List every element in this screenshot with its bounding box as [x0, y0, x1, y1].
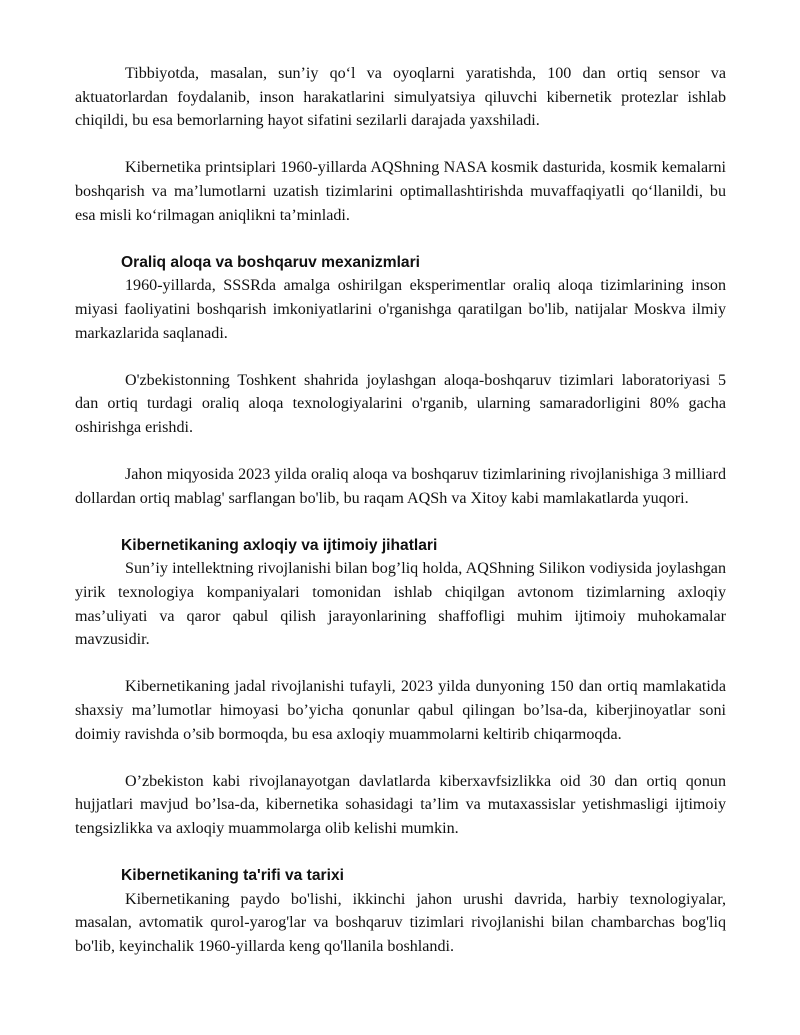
document-page — [75, 62, 726, 959]
spacer — [75, 227, 726, 251]
paragraph-nasa: Kibernetika printsiplari 1960-yillarda AQShning NASA kosmik dasturida, kosmik kemalarni boshqarish va ma’lumotlarni uzatish tizimlarini optimallashtirishda muvaffaqiyatli qo‘llanildi, bu esa misli ko‘rilmagan aniqlikni ta’minladi. — [75, 159, 726, 224]
paragraph-prosthetics: Tibbiyotda, masalan, sun’iy qo‘l va oyoqlarni yaratishda, 100 dan ortiq sensor va aktuatorlardan foydalanib, inson harakatlarini simulyatsiya qiluvchi kibernetik protezlar ishlab chiqildi, bu esa bemorlarning hayot sifatini sezilarli darajada yaxshiladi. — [75, 65, 726, 130]
paragraph-uzbekistan-security: O’zbekiston kabi rivojlanayotgan davlatlarda kiberxavfsizlikka oid 30 dan ortiq qonun hujjatlari mavjud bo’lsa-da, kibernetika sohasidagi ta’lim va mutaxassislar yetishmasligi ijtimoiy tengsizlikka va axloqiy muammolarga olib kelishi mumkin. — [75, 772, 726, 837]
spacer — [75, 746, 726, 770]
section-heading-feedback: Oraliq aloqa va boshqaruv mexanizmlari — [121, 253, 420, 271]
section-heading-ethics: Kibernetikaning axloqiy va ijtimoiy jihatlari — [121, 536, 438, 554]
paragraph-global-investment: Jahon miqyosida 2023 yilda oraliq aloqa va boshqaruv tizimlarining rivojlanishiga 3 milliard dollardan ortiq mablag' sarflangan bo'lib, bu raqam AQSh va Xitoy kabi mamlakatlarda yuqori. — [75, 466, 726, 507]
paragraph-data-protection: Kibernetikaning jadal rivojlanishi tufayli, 2023 yilda dunyoning 150 dan ortiq mamlakatida shaxsiy ma’lumotlar himoyasi bo’yicha qonunlar qabul qilingan bo’lsa-da, kiberjinoyatlar soni doimiy ravishda o’sib bormoqda, bu esa axloqiy muammolarni keltirib chiqarmoqda. — [75, 678, 726, 743]
paragraph-history: Kibernetikaning paydo bo'lishi, ikkinchi jahon urushi davrida, harbiy texnologiyalar, masalan, avtomatik qurol-yarog'lar va boshqaruv tizimlari rivojlanishi bilan chambarchas bog'liq bo'lib, keyinchalik 1960-yillarda keng qo'llanila boshlandi. — [75, 890, 726, 955]
spacer — [75, 841, 726, 865]
section-heading-history: Kibernetikaning ta'rifi va tarixi — [121, 867, 344, 885]
paragraph-ai-ethics: Sun’iy intellektning rivojlanishi bilan bog’liq holda, AQShning Silikon vodiysida joylashgan yirik texnologiya kompaniyalari tomonidan ishlab chiqilgan avtonom tizimlarning axloqiy mas’uliyati va qaror qabul qilish jarayonlarining shaffofligi muhim ijtimoiy muhokamalar mavzusidir. — [75, 560, 726, 649]
paragraph-tashkent-lab: O'zbekistonning Toshkent shahrida joylashgan aloqa-boshqaruv tizimlari laboratoriyasi 5 dan ortiq turdagi oraliq aloqa texnologiyalarini o'rganib, ularning samaradorligini 80% gacha oshirishga erishdi. — [75, 371, 726, 436]
spacer — [75, 440, 726, 464]
spacer — [75, 133, 726, 157]
spacer — [75, 652, 726, 676]
paragraph-ussr: 1960-yillarda, SSSRda amalga oshirilgan eksperimentlar oraliq aloqa tizimlarining inson miyasi faoliyatini boshqarish imkoniyatlarini o'rganishga qaratilgan bo'lib, natijalar Moskva ilmiy markazlarida saqlanadi. — [75, 277, 726, 342]
spacer — [75, 345, 726, 369]
spacer — [75, 510, 726, 534]
